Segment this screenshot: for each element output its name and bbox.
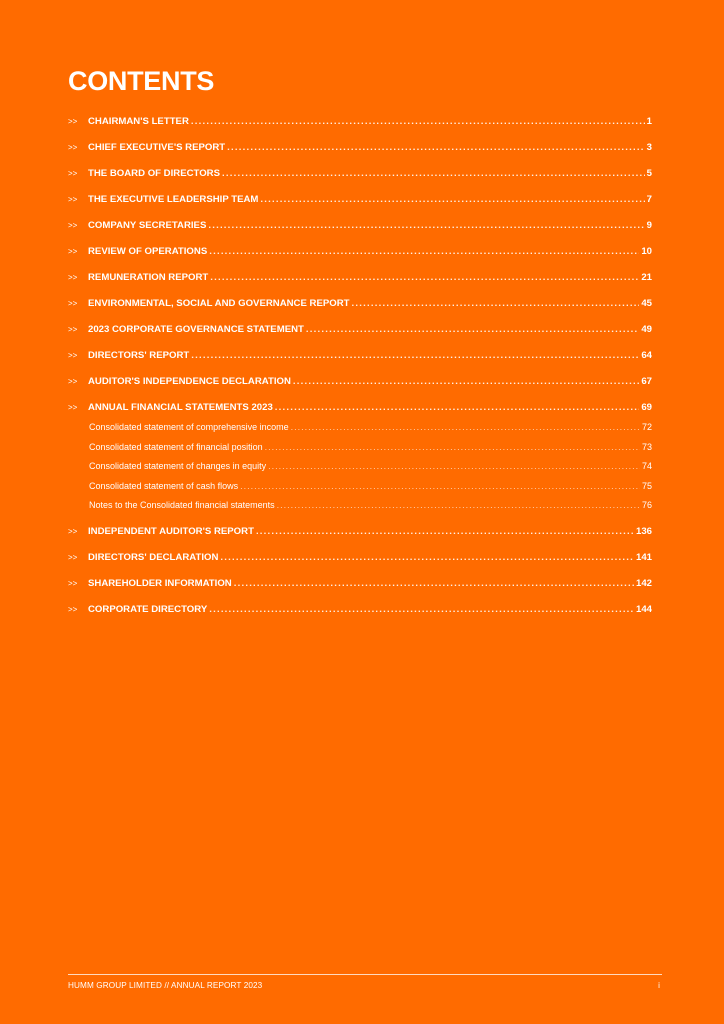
toc-entry-page: 144 [635,603,652,615]
toc-entry-label: COMPANY SECRETARIES [88,220,207,231]
toc-entry-page: 45 [641,298,652,309]
arrow-marker-icon: >> [68,604,78,614]
toc-entry-page: 3 [646,142,652,153]
dot-leader [209,246,639,257]
dot-leader [352,298,640,309]
toc-sub-entry[interactable] [68,481,652,501]
dot-leader [227,142,645,153]
toc-entry-label: CORPORATE DIRECTORY [88,603,208,615]
dot-leader [265,442,640,452]
toc-sub-entry-page: 74 [641,461,652,471]
dot-leader [256,526,634,537]
dot-leader [260,194,644,205]
arrow-marker-icon: >> [68,221,78,230]
toc-entry-esg-report[interactable] [68,298,652,324]
toc-entry-label: AUDITOR'S INDEPENDENCE DECLARATION [88,376,291,387]
arrow-marker-icon: >> [68,247,78,256]
arrow-marker-icon: >> [68,351,78,360]
toc-entry-page: 49 [641,324,652,335]
toc-sub-entry-page: 72 [641,422,652,432]
dot-leader [240,481,640,491]
arrow-marker-icon: >> [68,526,78,536]
toc-entry-independent-auditors-report[interactable] [68,526,652,552]
toc-entry-page: 67 [641,376,652,387]
toc-entry-label: REVIEW OF OPERATIONS [88,246,208,257]
toc-entry-shareholder-information[interactable] [68,578,652,604]
toc-entry-corporate-governance-statement[interactable] [68,324,652,350]
dot-leader [293,376,639,387]
footer-page-number: i [658,981,660,990]
toc-sub-entry-page: 75 [641,480,652,491]
toc-entry-page: 141 [635,551,652,563]
toc-sub-entry[interactable] [68,461,652,481]
toc-entry-corporate-directory[interactable] [68,604,652,630]
toc-entry-page: 64 [641,350,652,361]
toc-sub-entry-label: Notes to the Consolidated financial statements [89,500,275,510]
toc-entry-label: CHAIRMAN'S LETTER [88,116,189,127]
dot-leader [234,578,634,589]
dot-leader [208,220,644,231]
toc-entry-review-of-operations[interactable] [68,246,652,272]
dot-leader [222,168,645,179]
toc-entry-directors-declaration[interactable] [68,552,652,578]
dot-leader [277,500,640,510]
toc-sub-entry[interactable] [68,500,652,520]
toc-entry-label: ENVIRONMENTAL, SOCIAL AND GOVERNANCE REPORT [88,298,350,309]
toc-sub-entry-label: Consolidated statement of financial position [89,441,263,452]
dot-leader [220,552,634,563]
toc-sub-entry-label: Consolidated statement of comprehensive income [89,422,289,432]
footer-divider [68,974,662,975]
toc-sub-entry-page: 76 [641,500,652,510]
toc-entry-chief-executives-report[interactable] [68,142,652,168]
toc-entry-label: THE BOARD OF DIRECTORS [88,168,221,179]
toc-entry-page: 5 [646,168,652,179]
toc-entry-page: 9 [646,220,652,231]
dot-leader [209,604,634,615]
toc-sub-entry[interactable] [68,422,652,442]
toc-entry-company-secretaries[interactable] [68,220,652,246]
arrow-marker-icon: >> [68,143,78,152]
toc-entry-page: 142 [635,577,652,589]
toc-entry-label: INDEPENDENT AUDITOR'S REPORT [88,525,254,537]
toc-sub-entry-page: 73 [641,441,652,452]
toc-sub-entry[interactable] [68,442,652,462]
arrow-marker-icon: >> [68,377,78,386]
arrow-marker-icon: >> [68,169,78,178]
toc-entry-executive-leadership-team[interactable] [68,194,652,220]
arrow-marker-icon: >> [68,117,78,126]
arrow-marker-icon: >> [68,325,78,334]
arrow-marker-icon: >> [68,195,78,204]
dot-leader [210,272,639,283]
toc-sub-entry-label: Consolidated statement of cash flows [89,480,239,491]
toc-entry-label: 2023 CORPORATE GOVERNANCE STATEMENT [88,324,304,335]
dot-leader [291,422,640,432]
toc-entry-page: 21 [641,272,652,283]
page-title: CONTENTS [68,66,215,96]
toc-entry-label: SHAREHOLDER INFORMATION [88,577,232,589]
dot-leader [306,324,639,335]
toc-entry-page: 7 [646,194,652,205]
toc-entry-label: DIRECTORS' REPORT [88,350,190,361]
arrow-marker-icon: >> [68,552,78,562]
toc-entry-remuneration-report[interactable] [68,272,652,298]
dot-leader [275,402,640,413]
toc-entry-page: 1 [646,116,652,127]
toc-entry-label: THE EXECUTIVE LEADERSHIP TEAM [88,194,259,205]
toc-sub-entry-label: Consolidated statement of changes in equity [89,461,267,471]
toc-entry-chairmans-letter[interactable] [68,116,652,142]
toc-entry-board-of-directors[interactable] [68,168,652,194]
toc-sub-entries [68,422,652,520]
dot-leader [191,116,645,127]
toc-entry-page: 136 [635,525,652,537]
arrow-marker-icon: >> [68,299,78,308]
arrow-marker-icon: >> [68,273,78,282]
arrow-marker-icon: >> [68,578,78,588]
toc-entry-page: 69 [641,402,652,413]
toc-entry-page: 10 [641,246,652,257]
toc-entry-auditors-independence-declaration[interactable] [68,376,652,402]
toc-entry-label: DIRECTORS' DECLARATION [88,551,219,563]
toc-entry-label: ANNUAL FINANCIAL STATEMENTS 2023 [88,402,273,413]
footer-publication-title: HUMM GROUP LIMITED // ANNUAL REPORT 2023 [68,981,263,990]
dot-leader [268,461,640,471]
toc-entry-label: REMUNERATION REPORT [88,272,209,283]
toc-entry-label: CHIEF EXECUTIVE'S REPORT [88,142,226,153]
toc-entry-directors-report[interactable] [68,350,652,376]
arrow-marker-icon: >> [68,403,78,412]
table-of-contents [68,116,652,630]
dot-leader [191,350,639,361]
